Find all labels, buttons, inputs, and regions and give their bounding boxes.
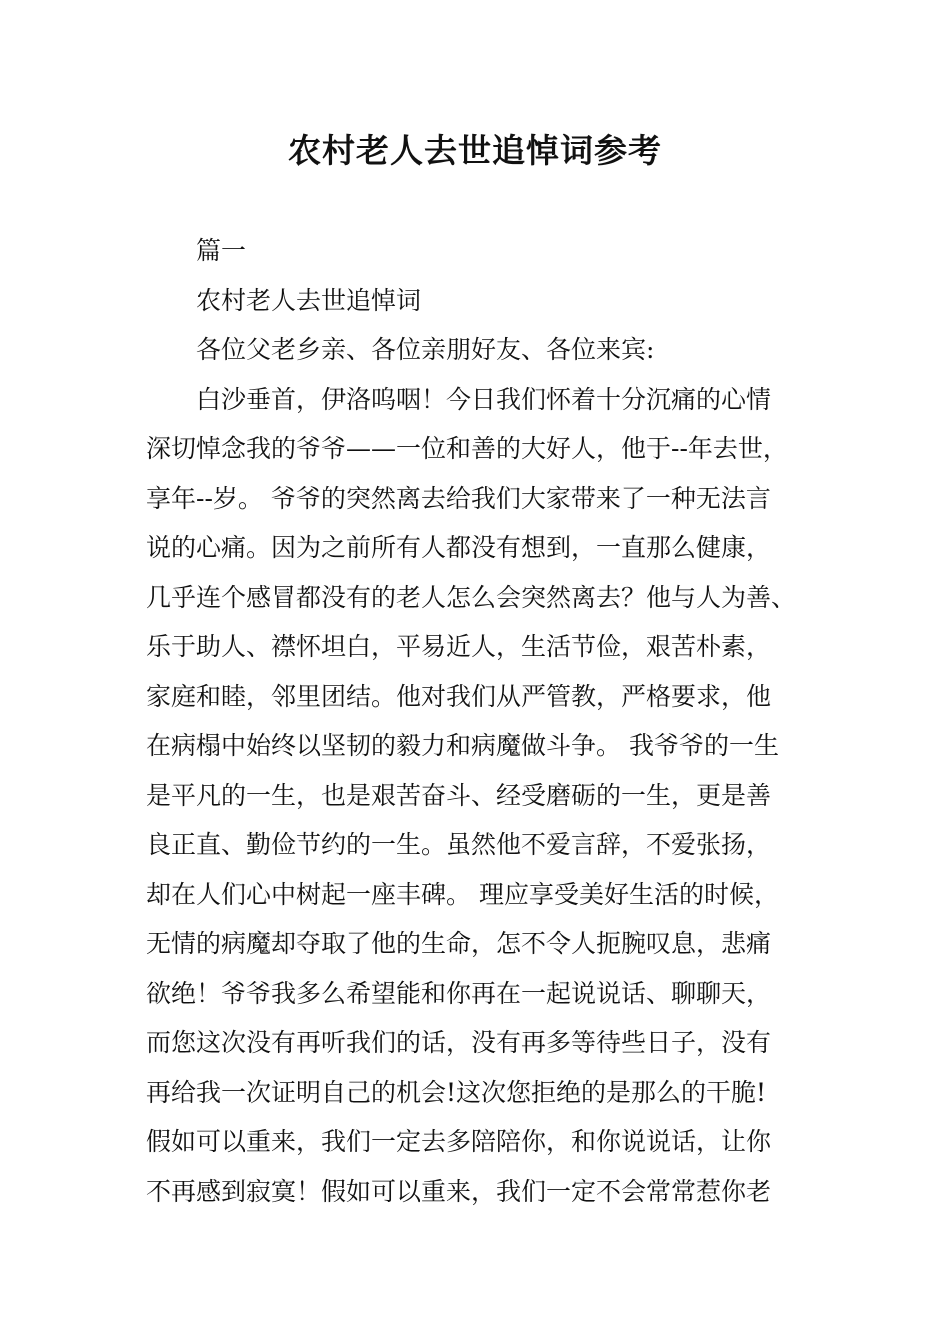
document-body [146,226,826,1216]
paragraph-line: 深切悼念我的爷爷——一位和善的大好人，他于--年去世， [146,434,788,463]
paragraph-line: 家庭和睦，邻里团结。他对我们从严管教，严格要求，他 [146,681,772,711]
paragraph-line: 欲绝！爷爷我多么希望能和你再在一起说说话、聊聊天， [146,978,772,1008]
paragraph-line: 白沙垂首，伊洛呜咽！今日我们怀着十分沉痛的心情 [196,384,772,414]
paragraph-line: 无情的病魔却夺取了他的生命，怎不令人扼腕叹息，悲痛 [146,929,772,958]
paragraph-line: 不再感到寂寞！假如可以重来，我们一定不会常常惹你老 [146,1176,772,1206]
paragraph-line: 是平凡的一生，也是艰苦奋斗、经受磨砺的一生，更是善 [146,780,772,810]
paragraph-line: 说的心痛。因为之前所有人都没有想到，一直那么健康， [146,533,772,562]
greeting-line: 各位父老乡亲、各位亲朋好友、各位来宾: [196,335,655,364]
paragraph-line: 良正直、勤俭节约的一生。虽然他不爱言辞，不爱张扬， [146,830,772,859]
paragraph-line: 乐于助人、襟怀坦白，平易近人，生活节俭，艰苦朴素， [146,632,772,661]
paragraph-line: 享年--岁。 爷爷的突然离去给我们大家带来了一种无法言 [146,483,771,513]
paragraph-line: 在病榻中始终以坚韧的毅力和病魔做斗争。 我爷爷的一生 [146,731,779,760]
paragraph-line: 几乎连个感冒都没有的老人怎么会突然离去？他与人为善、 [146,582,797,612]
document-subtitle: 农村老人去世追悼词 [196,285,422,315]
paragraph-line: 再给我一次证明自己的机会!这次您拒绝的是那么的干脆! [146,1077,767,1107]
paragraph-line: 假如可以重来，我们一定去多陪陪你，和你说说话，让你 [146,1127,772,1156]
paragraph-line: 却在人们心中树起一座丰碑。 理应享受美好生活的时候， [146,879,779,909]
section-label: 篇一 [196,236,247,265]
document-title: 农村老人去世追悼词参考 [288,131,662,170]
paragraph-line: 而您这次没有再听我们的话，没有再多等待些日子，没有 [146,1028,772,1057]
